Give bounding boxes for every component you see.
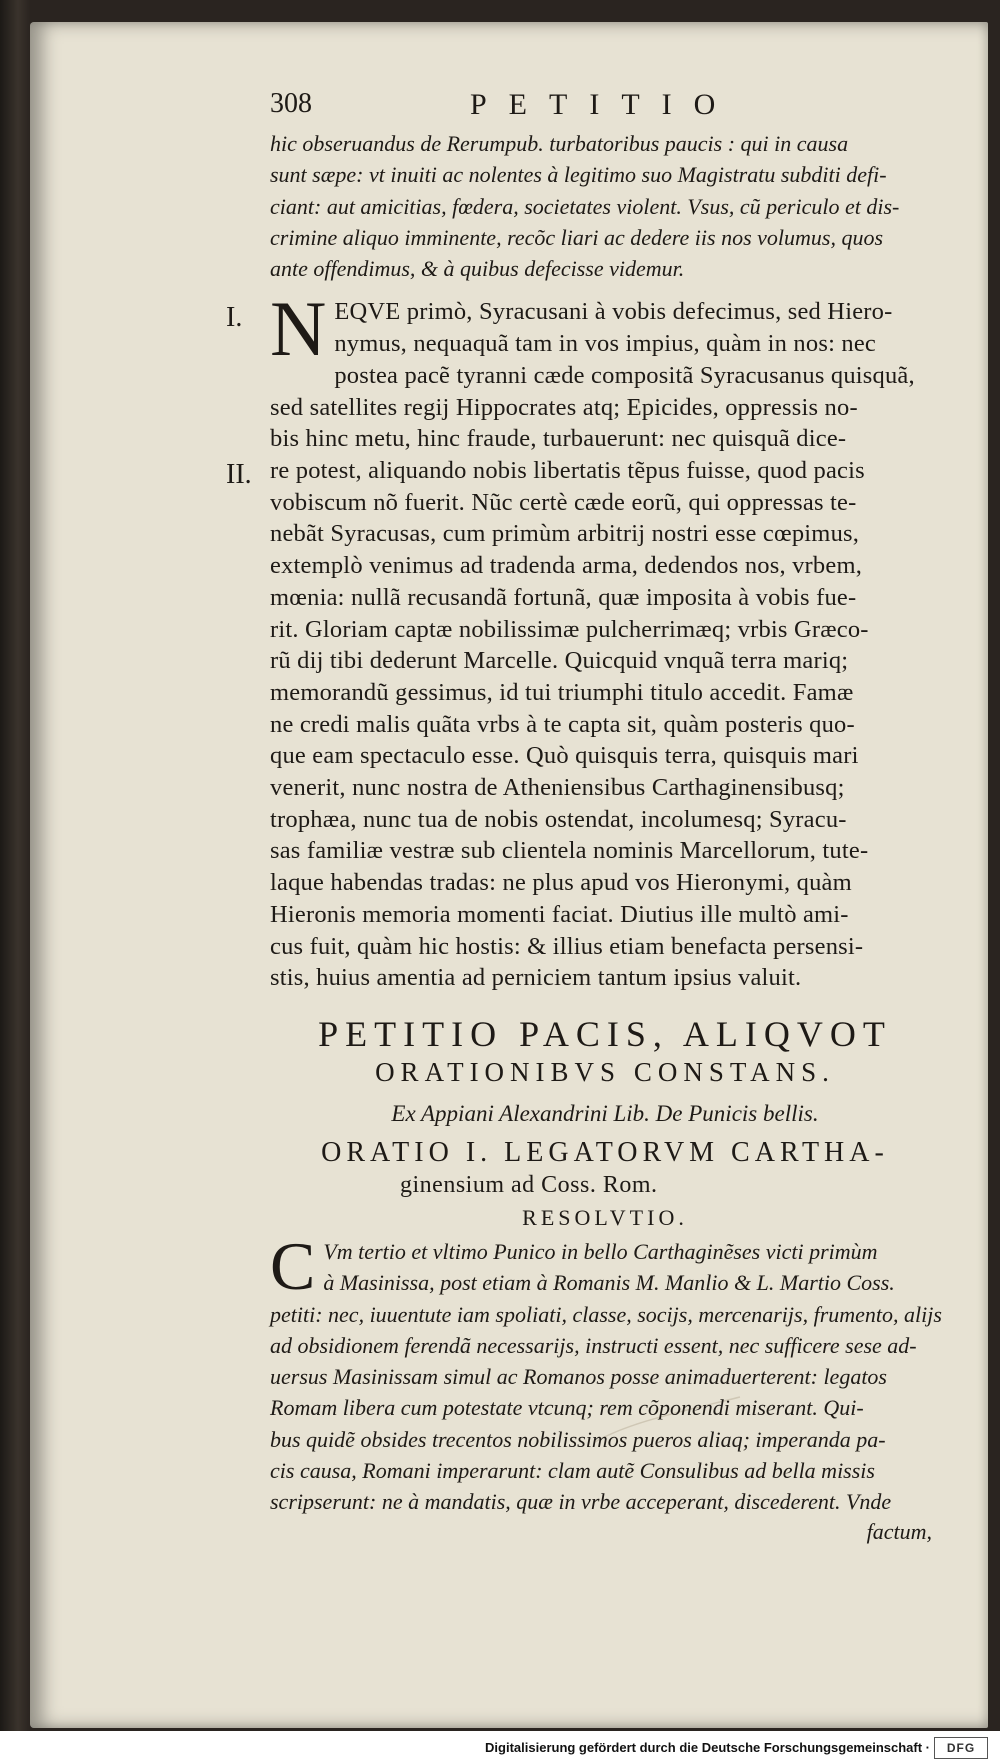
resolutio-line: bus quidẽ obsides trecentos nobilissimos pueros aliaq; imperanda pa- [270, 1426, 886, 1452]
text-line: sed satellites regij Hippocrates atq; Epicides, oppressis no- [270, 393, 858, 421]
digitization-footer [0, 1731, 1000, 1763]
oratio-title-continued: ginensium ad Coss. Rom. [400, 1171, 658, 1198]
text-line: bis hinc metu, hinc fraude, turbauerunt: nec quisquã dice- [270, 425, 847, 453]
margin-number-two: II. [226, 459, 252, 491]
drop-capital-c: C [270, 1227, 316, 1304]
resolutio-line: petiti: nec, iuuentute iam spoliati, classe, socijs, mercenarijs, frumento, alijs [270, 1301, 942, 1327]
intro-line: hic obseruandus de Rerumpub. turbatoribus paucis : qui in causa [270, 131, 849, 156]
resolutio-line: uersus Masinissam simul ac Romanos posse animaduerterent: legatos [270, 1364, 887, 1390]
text-line: venerit, nunc nostra de Atheniensibus Carthaginensibusq; [270, 774, 845, 802]
page-number: 308 [270, 88, 312, 119]
intro-line: ante offendimus, & à quibus defecisse videmur. [270, 256, 685, 282]
oration-block [226, 285, 940, 993]
running-title: PETITIO [470, 88, 738, 121]
text-line: nebãt Syracusas, cum primùm arbitrij nostri esse cœpimus, [270, 520, 860, 548]
resolutio-line: ad obsidionem ferendã necessarijs, instructi essent, nec sufficere sese ad- [270, 1332, 917, 1358]
text-line: que eam spectaculo esse. Quò quisquis terra, quisquis mari [270, 742, 859, 770]
dfg-logo: DFG [934, 1737, 988, 1759]
text-line: nymus, nequaquã tam in vos impius, quàm in nos: nec [334, 330, 876, 358]
text-line: mœnia: nullã recusandã fortunã, quæ imposita à vobis fue- [270, 583, 857, 611]
oratio-title: ORATIO I. LEGATORVM CARTHA- [321, 1136, 889, 1168]
text-line: re potest, aliquando nobis libertatis tẽpus fuisse, quod pacis [270, 457, 865, 484]
intro-line: ciant: aut amicitias, fœdera, societates violent. Vsus, cũ periculo et dis- [270, 193, 900, 219]
text-line: EQVE primò, Syracusani à vobis defecimus, sed Hiero- [334, 298, 893, 326]
page-content [226, 88, 942, 1546]
resolutio-line: à Masinissa, post etiam à Romanis M. Manlio & L. Martio Coss. [323, 1270, 895, 1296]
resolutio-line: Vm tertio et vltimo Punico in bello Carthaginẽses victi primùm [323, 1238, 878, 1264]
text-line: stis, huius amentia ad perniciem tantum ipsius valuit. [270, 964, 802, 992]
intro-line: sunt sæpe: vt inuiti ac nolentes à legitimo suo Magistratu subditi defi- [270, 162, 887, 188]
resolutio-line: scripserunt: ne à mandatis, quæ in vrbe acceperant, discederent. Vnde [270, 1489, 892, 1515]
section-heading: PETITIO PACIS, ALIQVOT [318, 1013, 892, 1054]
text-line: Hieronis memoria momenti faciat. Diutius ille multò ami- [270, 900, 849, 928]
text-line: vobiscum nõ fuerit. Nũc certè cæde eorũ, qui oppressas te- [270, 488, 857, 516]
text-line: laque habendas tradas: ne plus apud vos Hieronymi, quàm [270, 869, 852, 897]
catchword: factum, [866, 1518, 932, 1544]
drop-capital: N [270, 285, 327, 373]
margin-number-one: I. [226, 302, 243, 334]
running-head [270, 88, 940, 128]
text-line: trophæa, nunc tua de nobis ostendat, incolumesq; Syracu- [270, 805, 847, 833]
intro-italic-block [270, 128, 940, 284]
resolutio-heading: RESOLVTIO. [522, 1204, 688, 1230]
text-line: sas familiæ vestræ sub clientela nominis Marcellorum, tute- [270, 837, 869, 865]
intro-line: crimine aliquo imminente, recõc liari ac dedere iis nos volumus, quos [270, 224, 884, 250]
text-line: postea pacẽ tyranni cæde compositã Syracusanus quisquã, [334, 361, 915, 389]
resolutio-block [270, 1227, 942, 1518]
text-line: extemplò venimus ad tradenda arma, dedendos nos, vrbem, [270, 552, 863, 580]
source-citation: Ex Appiani Alexandrini Lib. De Punicis bellis. [391, 1100, 819, 1126]
text-line: rũ dij tibi dederunt Marcelle. Quicquid vnquã terra mariq; [270, 647, 849, 675]
text-line: memorandũ gessimus, id tui triumphi titulo accedit. Famæ [270, 678, 854, 706]
section-subheading: ORATIONIBVS CONSTANS. [375, 1056, 835, 1087]
resolutio-line: cis causa, Romani imperarunt: clam autẽ Consulibus ad bella missis [270, 1458, 875, 1484]
funding-notice: Digitalisierung gefördert durch die Deutsche Forschungsgemeinschaft · [485, 1740, 930, 1755]
text-line: cus fuit, quàm hic hostis: & illius etiam benefacta persensi- [270, 932, 864, 960]
resolutio-line: Romam libera cum potestate vtcunq; rem cõponendi miserant. Qui- [270, 1395, 864, 1421]
text-line: rit. Gloriam captæ nobilissimæ pulcherrimæq; vrbis Græco- [270, 615, 869, 643]
text-line: ne credi malis quãta vrbs à te capta sit, quàm posteris quo- [270, 710, 855, 738]
